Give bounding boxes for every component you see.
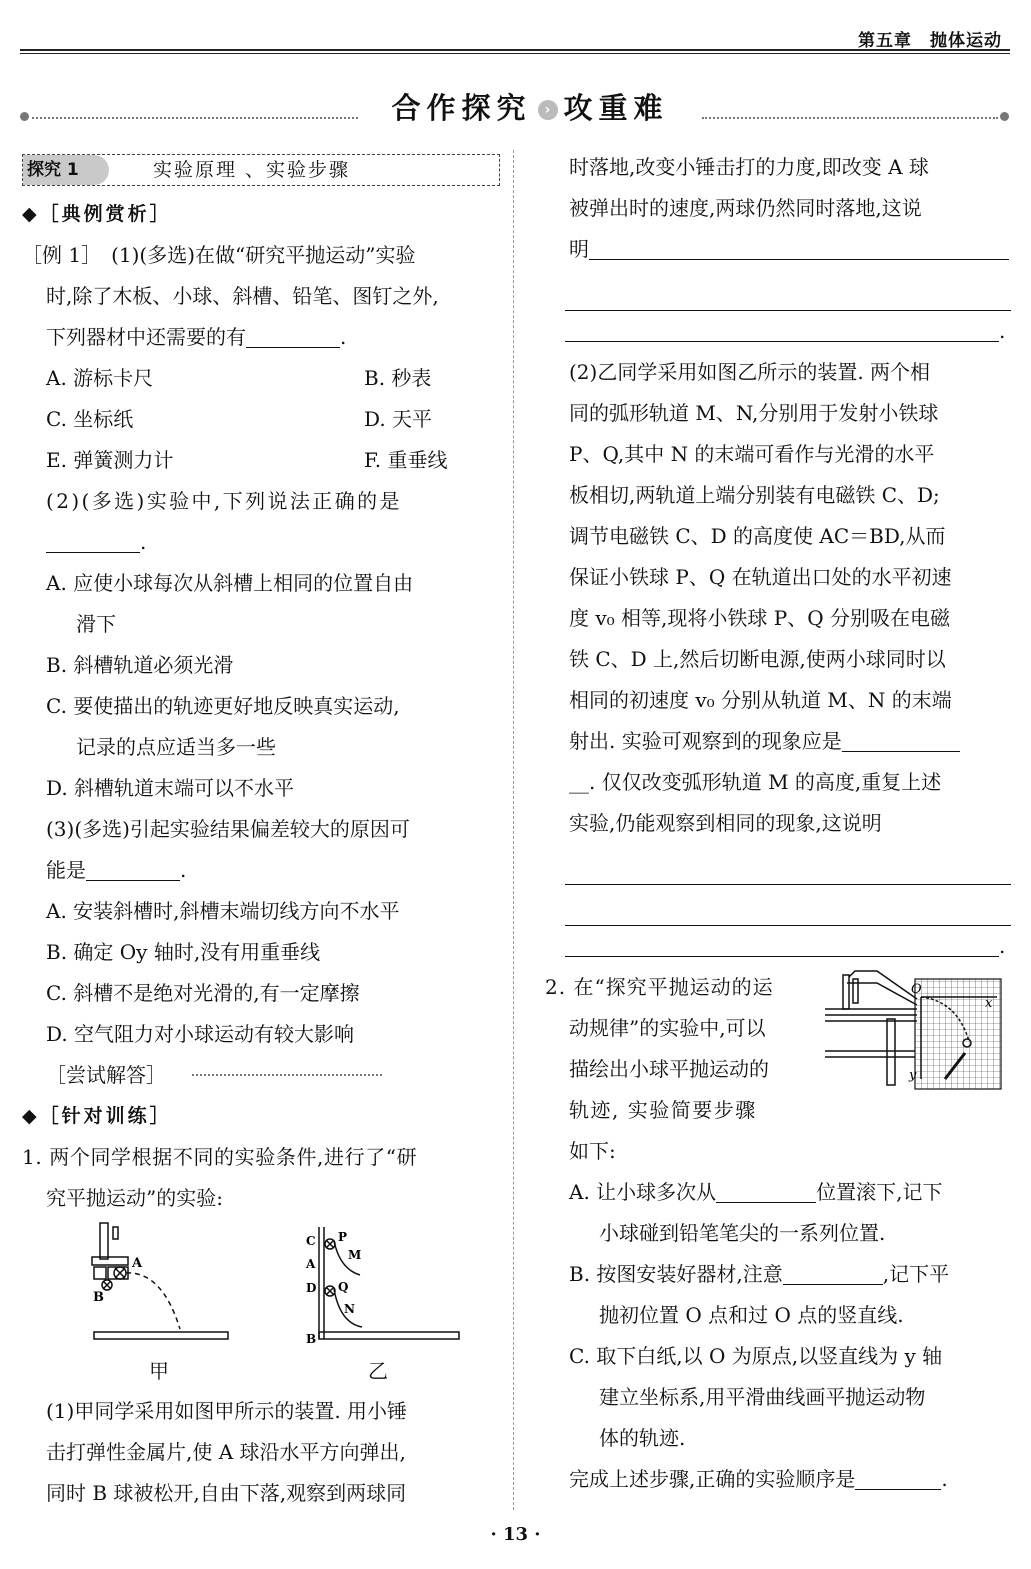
p2-line: 相同的初速度 v₀ 分别从轨道 M、N 的末端 [569, 688, 952, 712]
banner-left-text: 合作探究 [391, 91, 532, 125]
step-line: A. 让小球多次从 位置滚下,记下 [545, 1172, 1015, 1213]
example-q1-line: ［例 1］ (1)(多选)在做“研究平抛运动”实验 [22, 243, 416, 267]
section-title: 实验原理 、实验步骤 [153, 159, 351, 181]
label-N: N [344, 1302, 355, 1316]
right-column [545, 150, 1015, 1500]
section-tab: 探究 1 [23, 155, 109, 185]
continued-line: 时落地,改变小锤击打的力度,即改变 A 球 [569, 155, 929, 179]
step-line: 建立坐标系,用平滑曲线画平抛运动物 [599, 1385, 926, 1409]
training-heading: ◆［针对训练］ [22, 1105, 172, 1127]
example-q1-line: 时,除了木板、小球、斜槽、铅笔、图钉之外, [46, 284, 439, 308]
banner-dotline-left [32, 117, 358, 119]
p2-line: 板相切,两轨道上端分别装有电磁铁 C、D; [569, 483, 940, 507]
caption-jia: 甲 [149, 1359, 169, 1383]
step-line: 抛初位置 O 点和过 O 点的竖直线. [599, 1303, 904, 1327]
answer-blank[interactable] [86, 854, 180, 881]
answer-line[interactable] [565, 885, 1011, 926]
continued-line: 被弹出时的速度,两球仍然同时落地,这说 [569, 196, 922, 220]
column-separator [513, 150, 514, 1510]
final-line: 完成上述步骤,正确的实验顺序是 . [545, 1459, 1015, 1500]
answer-blank[interactable] [565, 930, 999, 957]
q2-line: 如下: [569, 1139, 616, 1163]
answer-blank[interactable] [46, 526, 140, 553]
step-line: 小球碰到铅笔笔尖的一系列位置. [599, 1221, 886, 1245]
q2-line: 轨迹, 实验简要步骤 [569, 1098, 757, 1122]
banner-dot-right [1000, 112, 1009, 121]
p2-line: 同的弧形轨道 M、N,分别用于发射小铁球 [569, 401, 939, 425]
caption-yi: 乙 [368, 1359, 388, 1383]
answer-line[interactable] [565, 844, 1011, 885]
header-rule [20, 49, 1010, 51]
option-line: C. 要使描出的轨迹更好地反映真实运动, [46, 694, 400, 718]
apparatus-diagram [22, 1219, 500, 1391]
chapter-title: 第五章 抛体运动 [858, 31, 1002, 51]
banner-right-text: 攻重难 [563, 91, 669, 125]
figure-jia [92, 1223, 228, 1339]
answer-blank[interactable] [246, 321, 340, 348]
label-O: O [911, 982, 922, 997]
q2-line: 描绘出小球平抛运动的 [569, 1057, 769, 1081]
p2-line: 调节电磁铁 C、D 的高度使 AC＝BD,从而 [569, 524, 946, 548]
page-number: · 13 · [490, 1524, 541, 1545]
example-q1-line: 下列器材中还需要的有 . [22, 317, 500, 358]
option-line: C. 斜槽不是绝对光滑的,有一定摩擦 [46, 981, 360, 1005]
option-line: B. 确定 Oy 轴时,没有用重垂线 [46, 940, 321, 964]
q2-line: 2. 在“探究平抛运动的运 [545, 975, 774, 999]
option-line: A. 应使小球每次从斜槽上相同的位置自由 [46, 571, 414, 595]
label-y: y [909, 1068, 917, 1083]
option-line: D. 空气阻力对小球运动有较大影响 [46, 1022, 355, 1046]
continued-line: 明 [545, 229, 1015, 270]
p2b-line: 实验,仍能观察到相同的现象,这说明 [569, 811, 882, 835]
option-row: E. 弹簧测力计 F. 重垂线 [46, 448, 448, 472]
question-2 [545, 967, 1015, 1172]
example-heading: ◆［典例赏析］ [22, 203, 172, 225]
try-answer-label: ［尝试解答］ [46, 1063, 166, 1087]
answer-blank[interactable] [855, 1463, 941, 1490]
label-x: x [985, 996, 993, 1011]
section-banner [20, 86, 1010, 126]
chevron-right-icon: › [538, 100, 558, 120]
try-answer-field[interactable] [192, 1074, 382, 1076]
p2-line: 铁 C、D 上,然后切断电源,使两小球同时以 [569, 647, 946, 671]
answer-blank[interactable] [716, 1176, 816, 1203]
answer-blank[interactable] [783, 1258, 883, 1285]
training-q1-line: 究平抛运动”的实验: [46, 1186, 223, 1210]
option-row: A. 游标卡尺 B. 秒表 [46, 366, 432, 390]
label-C: C [306, 1234, 316, 1248]
answer-blank[interactable] [589, 233, 1009, 260]
header-rule-thin [20, 53, 1010, 54]
option-row: C. 坐标纸 D. 天平 [46, 407, 433, 431]
example-q3-line: 能是 . [22, 850, 500, 891]
option-line: 记录的点应适当多一些 [76, 735, 276, 759]
example-q2-blank-line: . [22, 522, 500, 563]
option-line: 滑下 [76, 612, 116, 636]
q2-text [545, 967, 813, 1172]
p2-line: P、Q,其中 N 的末端可看作与光滑的水平 [569, 442, 935, 466]
label-A-yi: A [306, 1257, 316, 1271]
try-answer-line [22, 1055, 500, 1096]
answer-blank[interactable] [842, 725, 960, 752]
p2-line: 保证小铁球 P、Q 在轨道出口处的水平初速 [569, 565, 952, 589]
step-line: 体的轨迹. [599, 1426, 686, 1450]
p2-line: (2)乙同学采用如图乙所示的装置. 两个相 [569, 360, 931, 384]
banner-dot-left [20, 112, 29, 121]
label-A-jia: A [132, 1256, 143, 1271]
label-D: D [306, 1281, 317, 1295]
step-line: B. 按图安装好器材,注意 ,记下平 [545, 1254, 1015, 1295]
answer-line-end: . [565, 311, 1015, 352]
left-column [22, 150, 500, 1514]
answer-line-end: . [565, 926, 1015, 967]
answer-line[interactable] [565, 270, 1011, 311]
banner-dotline-right [702, 117, 998, 119]
training-p1-line: 击打弹性金属片,使 A 球沿水平方向弹出, [46, 1440, 406, 1464]
p2-line: 射出. 实验可观察到的现象应是 [545, 721, 1015, 762]
training-p1-line: 同时 B 球被松开,自由下落,观察到两球同 [46, 1481, 407, 1505]
grid-apparatus-diagram [825, 969, 1005, 1091]
banner-title [360, 86, 700, 125]
page-header [20, 22, 1010, 52]
label-B-jia: B [93, 1290, 104, 1305]
example-q3-line: (3)(多选)引起实验结果偏差较大的原因可 [46, 817, 410, 841]
answer-blank[interactable] [565, 315, 999, 342]
label-B-yi: B [306, 1332, 317, 1346]
training-p1-line: (1)甲同学采用如图甲所示的装置. 用小锤 [46, 1399, 408, 1423]
figure-apparatus [22, 1219, 500, 1391]
option-line: B. 斜槽轨道必须光滑 [46, 653, 234, 677]
option-line: D. 斜槽轨道末端可以不水平 [46, 776, 295, 800]
p2b-line: __. 仅仅改变弧形轨道 M 的高度,重复上述 [569, 770, 942, 794]
label-Q: Q [338, 1280, 349, 1294]
option-line: A. 安装斜槽时,斜槽末端切线方向不水平 [46, 899, 400, 923]
label-P: P [338, 1230, 348, 1244]
section-heading [22, 154, 500, 186]
label-M: M [348, 1248, 362, 1262]
example-q2-line: (2)(多选)实验中,下列说法正确的是 [46, 489, 402, 513]
training-q1-line: 1. 两个同学根据不同的实验条件,进行了“研 [22, 1145, 418, 1169]
q2-line: 动规律”的实验中,可以 [569, 1016, 766, 1040]
p2-line: 度 v₀ 相等,现将小铁球 P、Q 分别吸在电磁 [569, 606, 950, 630]
step-line: C. 取下白纸,以 O 为原点,以竖直线为 y 轴 [569, 1344, 943, 1368]
